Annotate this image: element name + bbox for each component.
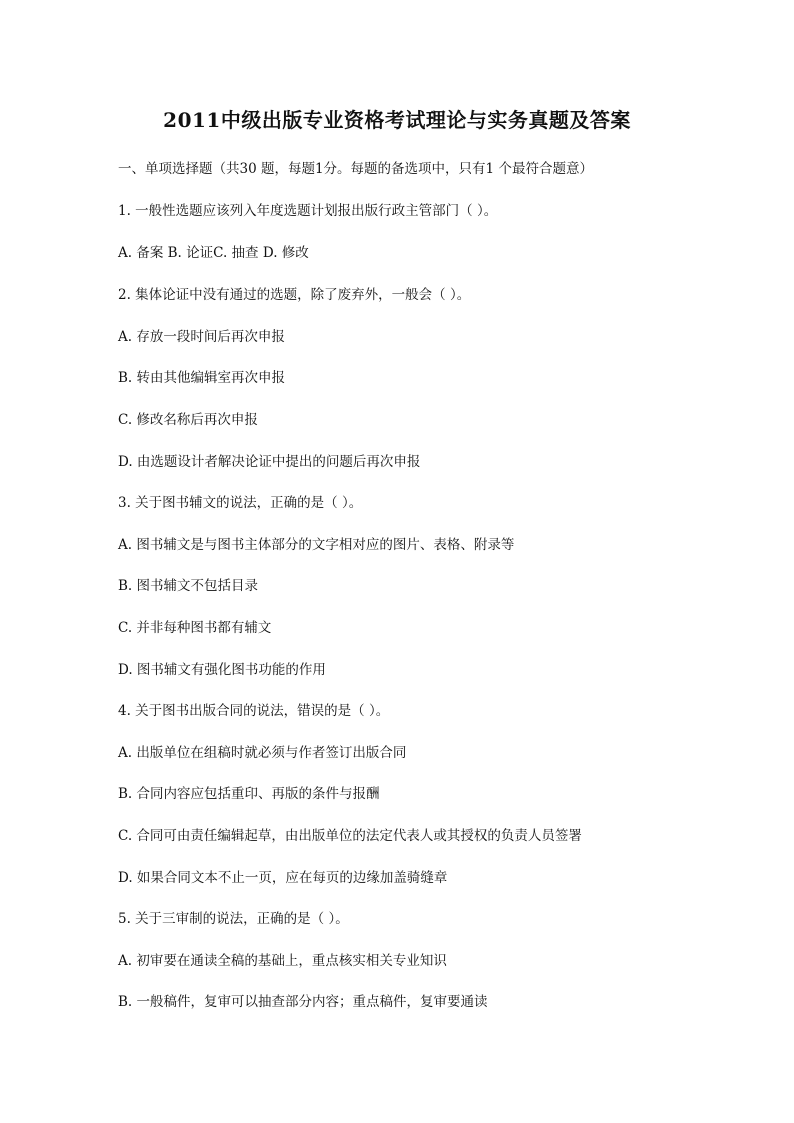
question-4-option-d: D. 如果合同文本不止一页，应在每页的边缘加盖骑缝章 bbox=[118, 870, 448, 886]
question-2: 2. 集体论证中没有通过的选题，除了废弃外，一般会（ ）。 bbox=[118, 287, 471, 303]
question-3-option-d: D. 图书辅文有强化图书功能的作用 bbox=[118, 662, 326, 678]
section-heading: 一、单项选择题（共30 题，每题1分。每题的备选项中，只有1 个最符合题意） bbox=[118, 161, 593, 177]
question-4-option-c: C. 合同可由责任编辑起草，由出版单位的法定代表人或其授权的负责人员签署 bbox=[118, 828, 582, 844]
question-2-option-c: C. 修改名称后再次申报 bbox=[118, 412, 258, 428]
question-3-option-a: A. 图书辅文是与图书主体部分的文字相对应的图片、表格、附录等 bbox=[118, 537, 515, 553]
question-5-option-b: B. 一般稿件，复审可以抽查部分内容；重点稿件，复审要通读 bbox=[118, 994, 488, 1010]
question-1: 1. 一般性选题应该列入年度选题计划报出版行政主管部门（ ）。 bbox=[118, 203, 498, 219]
question-1-options: A. 备案 B. 论证C. 抽查 D. 修改 bbox=[118, 245, 309, 261]
question-4-option-b: B. 合同内容应包括重印、再版的条件与报酬 bbox=[118, 786, 380, 802]
question-5-option-a: A. 初审要在通读全稿的基础上，重点核实相关专业知识 bbox=[118, 953, 447, 969]
question-5: 5. 关于三审制的说法，正确的是（ ）。 bbox=[118, 911, 349, 927]
question-4: 4. 关于图书出版合同的说法，错误的是（ ）。 bbox=[118, 703, 390, 719]
question-2-option-d: D. 由选题设计者解决论证中提出的问题后再次申报 bbox=[118, 454, 421, 470]
question-2-option-b: B. 转由其他编辑室再次申报 bbox=[118, 370, 286, 386]
question-2-option-a: A. 存放一段时间后再次申报 bbox=[118, 329, 285, 345]
document-title: 2011中级出版专业资格考试理论与实务真题及答案 bbox=[163, 108, 631, 132]
question-3-option-b: B. 图书辅文不包括目录 bbox=[118, 578, 259, 594]
question-3: 3. 关于图书辅文的说法，正确的是（ ）。 bbox=[118, 495, 363, 511]
question-3-option-c: C. 并非每种图书都有辅文 bbox=[118, 620, 272, 636]
question-4-option-a: A. 出版单位在组稿时就必须与作者签订出版合同 bbox=[118, 745, 407, 761]
